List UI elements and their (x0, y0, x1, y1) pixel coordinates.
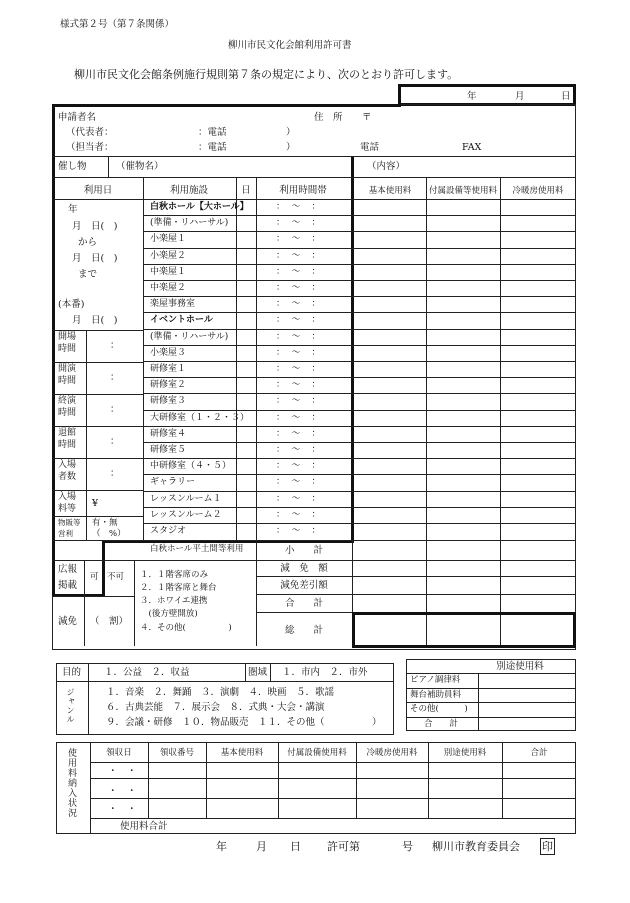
left-block-label: 物販等 (58, 518, 81, 527)
col-facility: 利用施設 (169, 185, 209, 196)
payment-col-header: 基本使用料 (220, 748, 264, 758)
facility-name: 白秋ホール【大ホール】 (150, 202, 249, 212)
facility-row-line (143, 507, 576, 508)
seat-option: ３．ホワイエ連携 (140, 596, 208, 606)
payment-label-divider (90, 742, 91, 834)
frame-top-right (398, 104, 401, 107)
extra-fee-line (406, 673, 576, 674)
subtotal-col-left (256, 540, 257, 646)
left-block-divider (86, 362, 87, 394)
extra-fee-line (406, 717, 576, 718)
left-block-divider (86, 394, 87, 426)
staff-tel-label: ：電話 (198, 142, 227, 153)
time-slot: ： 〜 ： (276, 234, 322, 245)
payment-head-line (90, 762, 576, 763)
genre-line: １．音楽 ２．舞踊 ３．演劇 ４．映画 ５．歌謡 (106, 687, 335, 698)
left-block-label: 終演 (58, 396, 77, 406)
grand-total-label: 総 計 (284, 625, 324, 636)
payment-row-line (90, 778, 576, 779)
col-ac-fee: 冷暖房使用料 (512, 186, 564, 196)
left-block-label: 時間 (58, 344, 77, 354)
facility-row-line (143, 393, 576, 394)
col-basic-fee: 基本使用料 (368, 186, 412, 196)
facility-row-line (143, 312, 576, 313)
facility-name: ギャラリー (150, 477, 196, 488)
payment-col-line (428, 742, 429, 818)
footer-year: 年 (216, 840, 227, 853)
event-name-label: （催物名） (116, 161, 164, 172)
colon-mark: ： (110, 468, 120, 479)
footer-number: 号 (402, 840, 413, 853)
facility-name: イベントホール (150, 315, 213, 326)
facility-name: 小楽屋２ (150, 250, 187, 261)
date-month: 月 (515, 91, 525, 102)
left-block-label: 料等 (58, 504, 77, 514)
extra-fee-item: その他( ) (410, 704, 468, 714)
left-block-divider (86, 490, 87, 516)
col-equip-fee: 付属設備等使用料 (428, 186, 498, 196)
facility-name: 楽屋事務室 (150, 299, 196, 310)
staff-label: （担当者： (66, 142, 114, 153)
area-divider-l (245, 663, 246, 681)
area-label: 圏域 (248, 667, 268, 678)
left-block-label: 時間 (58, 408, 77, 418)
time-slot: ： 〜 ： (276, 461, 322, 472)
time-slot: ： 〜 ： (276, 477, 322, 488)
use-honban: (本番) (58, 299, 85, 310)
frame-step (102, 540, 105, 596)
time-slot: ： 〜 ： (276, 396, 322, 407)
time-slot: ： 〜 ： (276, 493, 322, 504)
facility-name: レッスンルーム１ (150, 493, 222, 504)
extra-fee-item: 舞台補助員料 (410, 689, 462, 700)
use-to-md: 月 日( ) (72, 253, 118, 264)
time-slot: ： 〜 ： (276, 445, 322, 455)
publicity-label-2: 掲載 (58, 580, 78, 591)
document-title: 柳川市民文化会館利用許可書 (228, 40, 352, 51)
facility-name: レッスンルーム２ (150, 509, 222, 520)
intro-text: 柳川市民文化会館条例施行規則第７条の規定により、次のとおり許可します。 (74, 68, 459, 81)
left-block-divider (86, 516, 87, 540)
event-label-divider (108, 156, 109, 177)
colon-mark: ： (110, 436, 120, 447)
payment-col-line (206, 742, 207, 818)
time-slot: ： 〜 ： (276, 315, 322, 326)
line-sub-2 (256, 576, 576, 577)
payment-col-header: 合計 (530, 748, 548, 758)
applicant-frame (52, 104, 400, 107)
purpose-label: 目的 (62, 667, 82, 678)
sales-option: 有・無 (92, 518, 118, 528)
facility-row-line (143, 377, 576, 378)
form-number: 様式第２号（第７条関係） (60, 19, 175, 30)
purpose-line (56, 681, 394, 682)
footer-issuer: 柳川市教育委員会 (432, 840, 520, 853)
extra-fee-item: 合 計 (424, 718, 459, 729)
publicity-label-1: 広報 (58, 564, 78, 575)
exemption-label: 減免 (58, 616, 78, 627)
line-hall-flat (52, 540, 576, 541)
date-day: 日 (561, 91, 571, 102)
facility-row-line (143, 523, 576, 524)
after-exemption-label: 減免差引額 (280, 580, 328, 591)
payment-col-header: 領収番号 (159, 748, 195, 758)
facility-row-line (143, 280, 576, 281)
exemption-divider (84, 596, 85, 646)
postal-mark: 〒 (362, 112, 372, 123)
left-block-divider (86, 458, 87, 490)
fax-label: FAX (462, 142, 482, 153)
payment-date-marks: ・ ・ (108, 804, 137, 815)
publicity-option: 可・不可 (90, 572, 125, 582)
facility-row-line (143, 264, 576, 265)
time-slot: ： 〜 ： (276, 412, 322, 423)
seat-option: (後方壁開放) (140, 609, 198, 619)
payment-col-header: 冷暖房使用料 (366, 748, 418, 758)
payment-label: 使用料納入状況 (66, 748, 76, 818)
extra-fee-line (406, 688, 576, 689)
left-block-top (52, 330, 143, 331)
area-divider-r (270, 663, 271, 681)
event-content-label: （内容） (367, 161, 406, 172)
line-sub-1 (256, 560, 576, 561)
left-block-label: 時間 (58, 376, 77, 386)
payment-col-header: 付属設備使用料 (287, 748, 347, 758)
facility-name: 研修室４ (150, 428, 187, 439)
time-slot: ： 〜 ： (276, 347, 322, 358)
payment-date-marks: ・ ・ (108, 766, 137, 777)
line-event-top (52, 156, 576, 157)
left-block-line (52, 490, 143, 491)
area-options: １．市内 ２．市外 (282, 667, 368, 678)
col-time: 利用時間帯 (279, 185, 327, 196)
rep-close: ） (286, 127, 296, 138)
yen-mark: ¥ (92, 498, 99, 509)
facility-row-line (143, 248, 576, 249)
facility-name: 研修室３ (150, 396, 187, 407)
payment-row-line (90, 798, 576, 799)
time-slot: ： 〜 ： (276, 428, 322, 439)
time-slot: ： 〜 ： (276, 526, 322, 536)
left-block-label: 入場 (58, 492, 77, 502)
purpose-options: １．公益 ２．収益 (104, 667, 190, 678)
footer-month: 月 (256, 840, 267, 853)
facility-name: 研修室５ (150, 445, 187, 455)
rep-tel-label: ：電話 (198, 127, 227, 138)
line-exemption-top (52, 596, 134, 597)
tel-label: 電話 (360, 142, 380, 153)
facility-name: スタジオ (150, 526, 187, 536)
grand-total-box (352, 612, 576, 648)
use-from: から (78, 237, 98, 248)
sales-percent: （ %） (92, 529, 126, 539)
footer-permit: 許可第 (327, 840, 360, 853)
time-slot: ： 〜 ： (276, 250, 322, 261)
left-block-label: 時間 (58, 440, 77, 450)
facility-row-line (143, 474, 576, 475)
facility-row-line (143, 345, 576, 346)
time-slot: ： 〜 ： (276, 299, 322, 310)
seat-option: ２．１階客席と舞台 (140, 583, 217, 593)
colon-mark: ： (110, 372, 120, 383)
facility-name: 小楽屋１ (150, 234, 187, 245)
left-block-line (52, 394, 143, 395)
left-block-divider (86, 426, 87, 458)
seat-option: ４．その他( ) (140, 623, 232, 633)
facility-name: 中楽屋１ (150, 266, 187, 277)
staff-close: ） (286, 142, 296, 153)
left-block-line (52, 516, 143, 517)
payment-col-line (278, 742, 279, 818)
seat-option: １．１階客席のみ (140, 570, 209, 580)
applicant-label: 申請者名 (58, 112, 97, 123)
facility-name: 研修室１ (150, 364, 187, 374)
mid-frame-line (351, 156, 354, 540)
facility-row-line (143, 442, 576, 443)
left-block-label: 退館 (58, 428, 77, 438)
time-slot: ： 〜 ： (276, 218, 322, 229)
facility-row-line (143, 215, 576, 216)
payment-date-marks: ・ ・ (108, 786, 137, 797)
total-label: 合 計 (284, 598, 324, 609)
payment-col-line (148, 742, 149, 818)
time-slot: ： 〜 ： (276, 283, 322, 293)
facility-row-line (143, 491, 576, 492)
colon-mark: ： (110, 404, 120, 415)
hall-flat-label: 白秋ホール平土間等利用 (150, 544, 244, 554)
facility-row-line (143, 231, 576, 232)
event-label: 催し物 (58, 161, 87, 172)
seal-mark: 印 (542, 840, 553, 853)
payment-row-line (90, 818, 576, 819)
left-block-label: 開演 (58, 364, 77, 374)
time-slot: ： 〜 ： (276, 331, 322, 342)
subtotal-label: 小 計 (284, 545, 324, 556)
genre-label: ジャンル (66, 688, 75, 724)
colon-mark: ： (110, 340, 120, 351)
publicity-divider (84, 560, 85, 596)
left-block-line (52, 426, 143, 427)
line-sub-3 (256, 594, 576, 595)
footer-day: 日 (290, 840, 301, 853)
col-use-date: 利用日 (83, 185, 113, 196)
line-col-header (52, 199, 576, 200)
facility-row-line (143, 426, 576, 427)
exemption-amount-label: 減 免 額 (280, 563, 328, 574)
date-box (398, 84, 576, 106)
payment-total-label: 使用料合計 (120, 821, 168, 832)
time-slot: ： 〜 ： (276, 266, 322, 277)
use-year: 年 (68, 204, 78, 215)
facility-name: 中楽屋２ (150, 283, 187, 293)
seat-divider (134, 560, 135, 646)
extra-fee-item: ピアノ調律料 (410, 675, 461, 685)
use-from-md: 月 日( ) (72, 221, 118, 232)
facility-row-line (143, 296, 576, 297)
genre-line: ６．古典芸能 ７．展示会 ８．式典・大会・講演 (106, 702, 325, 713)
address-label: 住 所 (314, 112, 343, 123)
left-block-label: 営利 (58, 528, 73, 538)
time-slot: ： 〜 ： (276, 509, 322, 520)
payment-col-line (502, 742, 503, 818)
facility-name: 大研修室（１・２・３） (150, 412, 250, 423)
facility-name: 研修室２ (150, 380, 187, 391)
payment-col-header: 別途使用料 (443, 748, 487, 758)
payment-col-header: 領収日 (106, 748, 132, 758)
left-block-label: 開場 (58, 332, 77, 342)
col-day: 日 (241, 185, 251, 196)
extra-fee-line (406, 702, 576, 703)
extra-fees-title: 別途使用料 (496, 661, 544, 672)
facility-row-line (143, 329, 576, 330)
date-year: 年 (467, 91, 477, 102)
left-block-line (52, 362, 143, 363)
facility-name: 小楽屋３ (150, 347, 187, 358)
facility-row-line (143, 458, 576, 459)
time-slot: ： 〜 ： (276, 202, 322, 212)
exemption-value: （ 割） (90, 616, 129, 627)
line-event-bottom (52, 177, 576, 178)
genre-line: ９．会議・研修 １０．物品販売 １１．その他（ ） (106, 717, 382, 728)
facility-row-line (143, 410, 576, 411)
use-to: まで (78, 269, 98, 280)
rep-label: （代表者： (66, 127, 114, 138)
facility-name: (準備・リハーサル) (150, 331, 229, 342)
left-block-divider (86, 330, 87, 362)
facility-name: 中研修室（４・５） (150, 461, 232, 472)
time-slot: ： 〜 ： (276, 380, 322, 391)
facility-row-line (143, 361, 576, 362)
payment-col-line (356, 742, 357, 818)
time-slot: ： 〜 ： (276, 364, 322, 374)
left-block-label: 者数 (58, 472, 77, 482)
use-honban-md: 月 日( ) (72, 315, 118, 326)
left-block-label: 入場 (58, 460, 77, 470)
purpose-divider (88, 663, 89, 735)
facility-name: (準備・リハーサル) (150, 218, 229, 229)
left-block-line (52, 458, 143, 459)
